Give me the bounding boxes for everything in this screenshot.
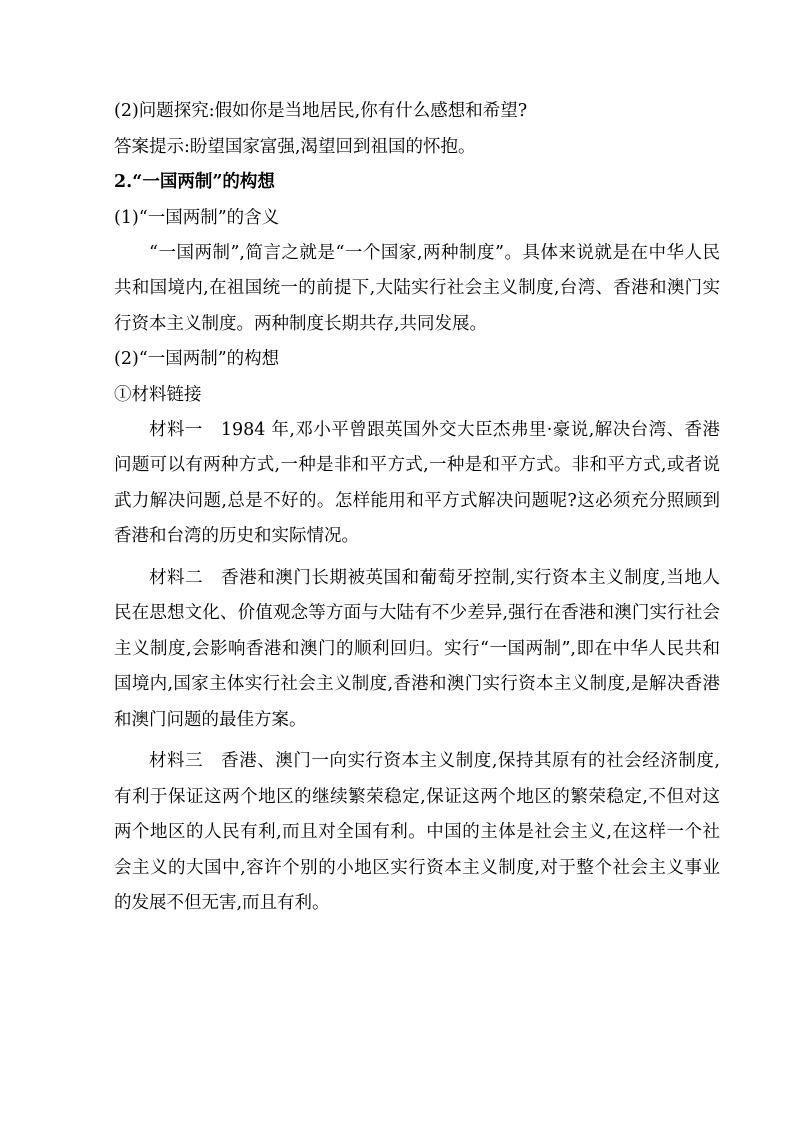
material-three: 材料三 香港、澳门一向实行资本主义制度,保持其原有的社会经济制度,有利于保证这两个地区的继续繁荣稳定,保证这两个地区的繁荣稳定,不但对这两个地区的人民有利,而且对全国有利。中国的主体是社会主义,在这样一个社会主义的大国中,容许个别的小地区实行资本主义制度,对于整个社会主义事业的发展不但无害,而且有利。 bbox=[114, 751, 720, 913]
material-link-label: ①材料链接 bbox=[114, 384, 202, 405]
paragraph-meaning: “一国两制”,简言之就是“一个国家,两种制度”。具体来说就是在中华人民共和国境内,在祖国统一的前提下,大陆实行社会主义制度,台湾、香港和澳门实行资本主义制度。两种制度长期共存,共同发展。 bbox=[114, 242, 720, 334]
section-heading-2: 2.“一国两制”的构想 bbox=[114, 172, 275, 192]
document-page bbox=[114, 100, 720, 922]
question-2: (2)问题探究:假如你是当地居民,你有什么感想和希望? bbox=[114, 101, 528, 121]
material-one: 材料一 1984 年,邓小平曾跟英国外交大臣杰弗里·豪说,解决台湾、香港问题可以有两种方式,一种是非和平方式,一种是和平方式。非和平方式,或者说武力解决问题,总是不好的。怎样能用和平方式解决问题呢?这必须充分照顾到香港和台湾的历史和实际情况。 bbox=[114, 419, 720, 546]
answer-hint: 答案提示:盼望国家富强,渴望回到祖国的怀抱。 bbox=[114, 136, 476, 157]
subheading-concept: (2)“一国两制”的构想 bbox=[114, 349, 280, 369]
subheading-meaning: (1)“一国两制”的含义 bbox=[114, 207, 280, 228]
material-two: 材料二 香港和澳门长期被英国和葡萄牙控制,实行资本主义制度,当地人民在思想文化、价值观念等方面与大陆有不少差异,强行在香港和澳门实行社会主义制度,会影响香港和澳门的顺利回归。实行“一国两制”,即在中华人民共和国境内,国家主体实行社会主义制度,香港和澳门实行资本主义制度,是解决香港和澳门问题的最佳方案。 bbox=[114, 567, 720, 730]
